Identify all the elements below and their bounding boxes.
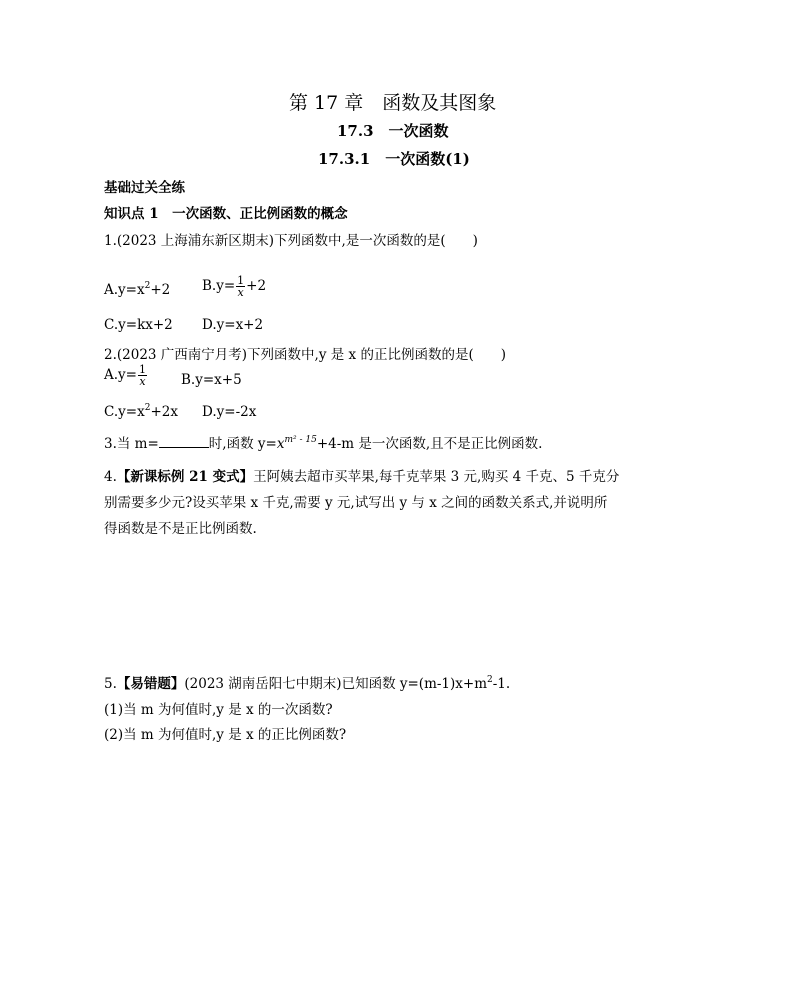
exponent: m² - 15: [284, 435, 317, 445]
question-1-option-c: C.y=kx+2: [104, 317, 173, 333]
question-2-option-a: [104, 364, 148, 387]
option-a-text: A.y=x: [104, 282, 145, 298]
option-a-text: A.y=: [104, 367, 137, 383]
fraction: [138, 364, 147, 387]
question-4-tag: 【新课标例 21 变式】: [116, 469, 254, 485]
question-1-option-b: [202, 275, 266, 298]
question-3-tail: +4-m 是一次函数,且不是正比例函数.: [316, 436, 543, 452]
fraction-numerator: 1: [237, 274, 245, 287]
question-5-number: 5.: [104, 676, 117, 692]
question-1-stem: 1.(2023 上海浦东新区期末)下列函数中,是一次函数的是( ): [104, 233, 478, 249]
question-2-option-b: B.y=x+5: [181, 372, 242, 388]
question-5-text: (2023 湖南岳阳七中期末)已知函数 y=(m-1)x+m: [184, 676, 488, 692]
exponent: 2: [144, 403, 151, 413]
exponent: 2: [144, 281, 151, 291]
fraction-numerator: 1: [138, 363, 146, 376]
fraction-denominator: x: [237, 286, 244, 299]
question-5-stem: [104, 672, 510, 692]
chapter-title: 第 17 章 函数及其图象: [289, 92, 497, 114]
option-c-tail: +2x: [150, 404, 178, 420]
fraction-denominator: x: [139, 375, 146, 388]
question-4-line-3: 得函数是不是正比例函数.: [104, 521, 257, 537]
option-a-tail: +2: [150, 282, 171, 298]
question-3-mid: 时,函数 y=: [208, 436, 277, 452]
option-b-tail: +2: [246, 278, 267, 294]
question-3-prefix: 3.当 m=: [104, 436, 159, 452]
option-c-text: C.y=x: [104, 404, 145, 420]
question-5-sub-1: (1)当 m 为何值时,y 是 x 的一次函数?: [104, 702, 333, 718]
section-label: 基础过关全练: [104, 180, 185, 196]
exponent: 2: [487, 675, 493, 685]
section-title: 17.3 一次函数: [337, 122, 449, 140]
base-variable: x: [276, 436, 285, 452]
question-1-option-d: D.y=x+2: [202, 317, 264, 333]
question-1-option-a: [104, 282, 170, 298]
question-5-sub-2: (2)当 m 为何值时,y 是 x 的正比例函数?: [104, 727, 347, 743]
option-b-text: B.y=: [202, 278, 236, 294]
question-2-option-c: [104, 404, 178, 420]
fraction: [236, 275, 245, 298]
question-3: [104, 432, 542, 452]
question-5-tag: 【易错题】: [116, 676, 185, 692]
question-4-number: 4.: [104, 469, 117, 485]
knowledge-point-title: 知识点 1 一次函数、正比例函数的概念: [104, 206, 348, 222]
question-5-tail: -1.: [492, 676, 511, 692]
answer-blank[interactable]: [159, 435, 209, 448]
subsection-title: 17.3.1 一次函数(1): [318, 150, 470, 168]
question-2-option-d: D.y=-2x: [202, 404, 257, 420]
question-4-text: 王阿姨去超市买苹果,每千克苹果 3 元,购买 4 千克、5 千克分: [253, 469, 620, 485]
question-4-line-2: 别需要多少元?设买苹果 x 千克,需要 y 元,试写出 y 与 x 之间的函数关系式,并说明所: [104, 495, 608, 511]
question-2-stem: 2.(2023 广西南宁月考)下列函数中,y 是 x 的正比例函数的是( ): [104, 347, 507, 363]
question-4-line-1: [104, 465, 619, 485]
